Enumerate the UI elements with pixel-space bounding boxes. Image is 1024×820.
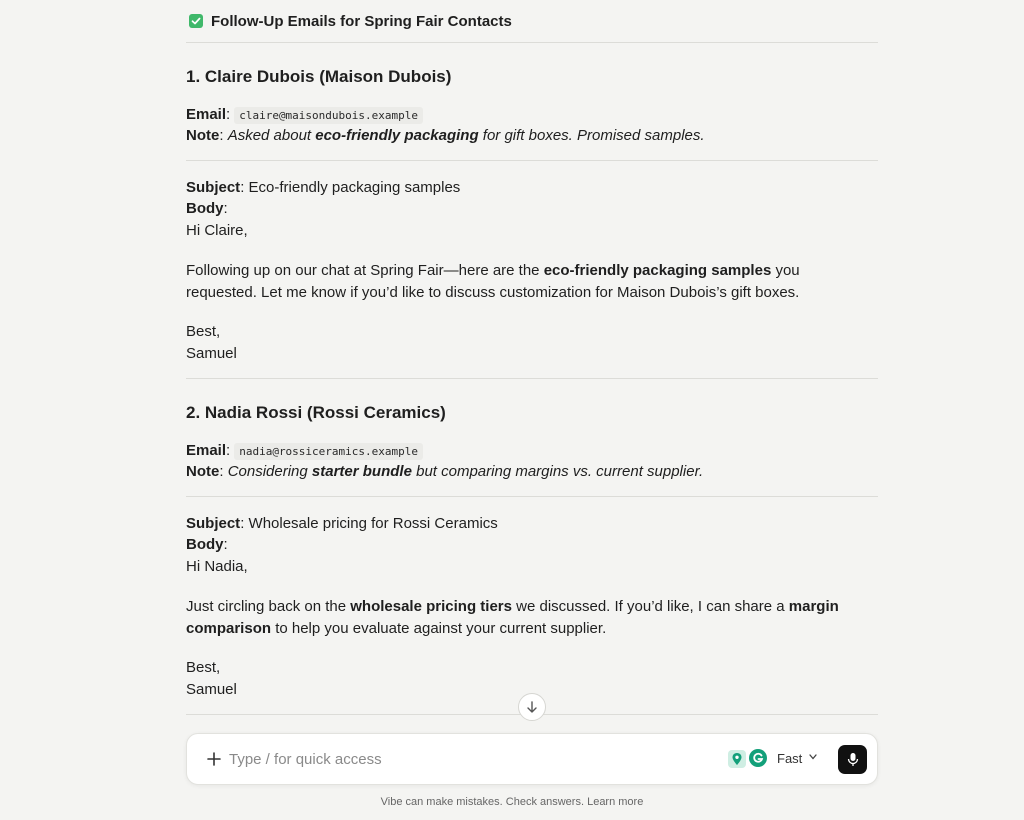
email-line: Email: nadia@rossiceramics.example [186,442,423,459]
plus-icon[interactable] [205,750,223,768]
signature-name: Samuel [186,345,237,362]
subject-text: Eco-friendly packaging samples [248,179,461,196]
page-title: Follow-Up Emails for Spring Fair Contacts [211,12,512,30]
note-text: Considering starter bundle but comparing margins vs. current supplier. [227,463,704,480]
grammar-extension-icon[interactable] [749,749,767,767]
subject-text: Wholesale pricing for Rossi Ceramics [248,515,498,532]
microphone-icon [847,752,859,767]
subject-line: Subject: Eco-friendly packaging samples [186,179,461,196]
subject-label: Subject [186,179,241,196]
message-input[interactable]: Type / for quick access [229,751,382,768]
signature-name: Samuel [186,681,237,698]
arrow-down-icon [525,700,539,714]
body-label-line: Body: [186,200,228,217]
note-line: Note: Asked about eco-friendly packaging for gift boxes. Promised samples. [186,127,705,144]
email-line: Email: claire@maisondubois.example [186,106,423,123]
body-paragraph-line: requested. Let me know if you’d like to discuss customization for Maison Dubois’s gift boxes. [186,284,800,301]
note-text: Asked about eco-friendly packaging for gift boxes. Promised samples. [227,127,705,144]
note-line: Note: Considering starter bundle but comparing margins vs. current supplier. [186,463,704,480]
conversation-header [186,0,878,43]
note-label: Note [186,463,220,480]
greeting: Hi Nadia, [186,558,248,575]
email-label: Email [186,442,227,459]
model-selector[interactable]: Fast [777,751,803,766]
note-label: Note [186,127,220,144]
body-label: Body [186,536,224,553]
contact-heading: 1. Claire Dubois (Maison Dubois) [186,67,452,86]
check-icon [189,14,203,28]
divider [186,496,878,497]
signoff: Best, [186,323,221,340]
body-label: Body [186,200,224,217]
contact-heading: 2. Nadia Rossi (Rossi Ceramics) [186,403,446,422]
divider [186,378,878,379]
body-paragraph-line: Following up on our chat at Spring Fair—here are the eco-friendly packaging samples you [186,262,800,279]
greeting: Hi Claire, [186,222,248,239]
disclaimer: Vibe can make mistakes. Check answers. Learn more [380,796,644,808]
location-pin-icon[interactable] [728,750,746,768]
email-address: nadia@rossiceramics.example [234,443,423,460]
chevron-down-icon[interactable] [809,754,817,760]
email-address: claire@maisondubois.example [234,107,423,124]
scroll-to-bottom-button[interactable] [518,693,546,721]
subject-label: Subject [186,515,241,532]
body-paragraph-line: comparison to help you evaluate against your current supplier. [186,620,607,637]
body-label-line: Body: [186,536,228,553]
signoff: Best, [186,659,221,676]
body-paragraph-line: Just circling back on the wholesale pricing tiers we discussed. If you’d like, I can share a margin [186,598,839,615]
subject-line: Subject: Wholesale pricing for Rossi Ceramics [186,515,498,532]
microphone-button[interactable] [838,745,867,774]
email-label: Email [186,106,227,123]
message-composer[interactable] [186,733,878,785]
divider [186,160,878,161]
